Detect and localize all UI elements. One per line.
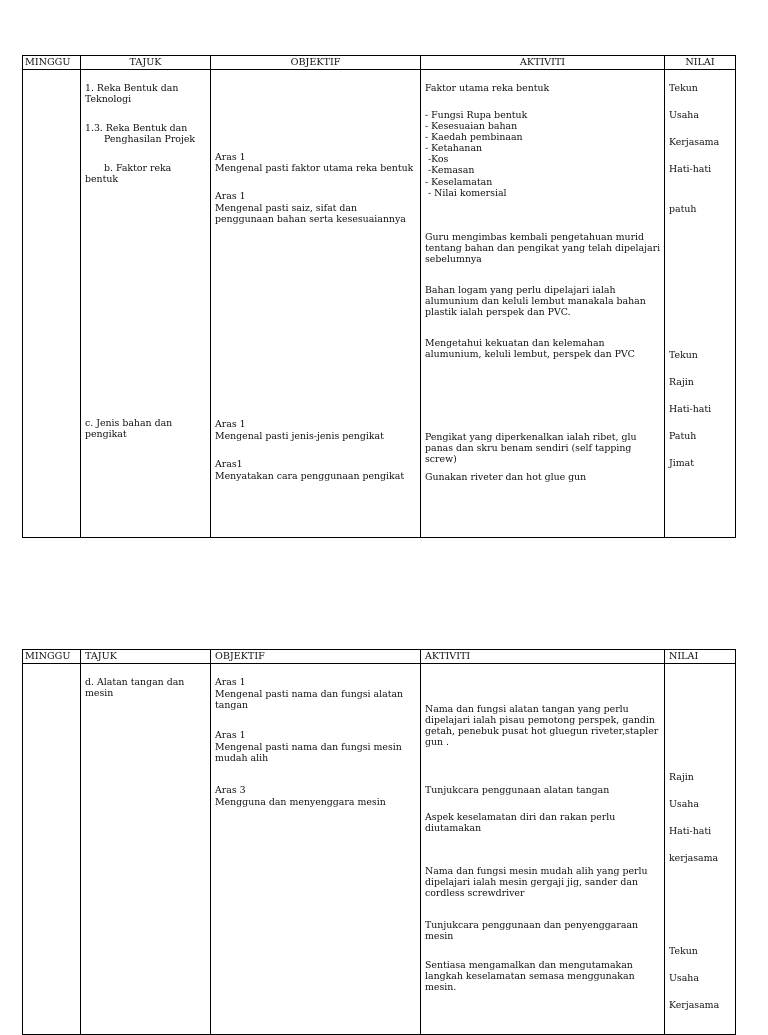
aktiviti-cell bbox=[421, 664, 665, 1035]
header-tajuk: TAJUK bbox=[81, 650, 211, 664]
aktiviti-paragraph: Guru mengimbas kembali pengetahuan murid tentang bahan dan pengikat yang telah dipelajari sebelumnya bbox=[425, 232, 661, 266]
objektif-level: Aras 1 bbox=[215, 191, 246, 202]
objektif-cell bbox=[211, 70, 421, 538]
aktiviti-paragraph: Mengetahui kekuatan dan kelemahan alumunium, keluli lembut, perspek dan PVC bbox=[425, 338, 635, 361]
aktiviti-paragraph: Bahan logam yang perlu dipelajari ialah alumunium dan keluli lembut manakala bahan plastik ialah perspek dan PVC. bbox=[425, 285, 646, 319]
aktiviti-paragraph: Sentiasa mengamalkan dan mengutamakan langkah keselamatan semasa menggunakan mesin. bbox=[425, 960, 635, 994]
nilai-item: Tekun bbox=[669, 946, 698, 957]
objektif-text: Menyatakan cara penggunaan pengikat bbox=[215, 471, 405, 482]
nilai-item: Rajin bbox=[669, 772, 694, 783]
objektif-cell bbox=[211, 664, 421, 1035]
nilai-item: Hati-hati bbox=[669, 826, 712, 837]
content-row bbox=[23, 664, 736, 1035]
list-item: - Fungsi Rupa bentuk bbox=[425, 110, 528, 121]
header-minggu: MINGGU bbox=[23, 650, 81, 664]
list-item: - Kaedah pembinaan bbox=[425, 132, 523, 144]
objektif-text: Mengenal pasti saiz, sifat dan penggunaan bahan serta kesesuaiannya bbox=[215, 203, 406, 226]
nilai-item: Hati-hati bbox=[669, 164, 712, 175]
tajuk-item: bentuk bbox=[85, 174, 119, 185]
objektif-level: Aras 1 bbox=[215, 730, 246, 741]
nilai-cell bbox=[665, 70, 736, 538]
nilai-item: Usaha bbox=[669, 973, 699, 984]
header-nilai: NILAI bbox=[665, 56, 736, 70]
header-aktiviti: AKTIVITI bbox=[421, 56, 665, 70]
header-row bbox=[23, 650, 736, 664]
content-row bbox=[23, 70, 736, 538]
nilai-cell bbox=[665, 664, 736, 1035]
list-item: -Kos bbox=[425, 154, 449, 166]
nilai-item: kerjasama bbox=[669, 853, 719, 864]
nilai-item: Patuh bbox=[669, 431, 697, 442]
aktiviti-paragraph: Tunjukcara penggunaan dan penyenggaraan mesin bbox=[425, 920, 639, 943]
list-item: - Kesesuaian bahan bbox=[425, 121, 518, 133]
objektif-level: Aras 1 bbox=[215, 152, 246, 163]
nilai-item: Hati-hati bbox=[669, 404, 712, 415]
aktiviti-list bbox=[425, 110, 661, 199]
aktiviti-paragraph: Gunakan riveter dan hot glue gun bbox=[425, 472, 587, 483]
header-tajuk: TAJUK bbox=[81, 56, 211, 70]
nilai-item: Tekun bbox=[669, 83, 698, 94]
tajuk-item: d. Alatan tangan dan mesin bbox=[85, 677, 185, 700]
nilai-item: Tekun bbox=[669, 350, 698, 361]
tajuk-item: b. Faktor reka bbox=[104, 163, 172, 174]
header-nilai: NILAI bbox=[665, 650, 736, 664]
objektif-level: Aras 3 bbox=[215, 785, 246, 796]
header-row bbox=[23, 56, 736, 70]
minggu-cell bbox=[23, 664, 81, 1035]
tajuk-item: 1. Reka Bentuk dan Teknologi bbox=[85, 83, 179, 106]
aktiviti-paragraph: Nama dan fungsi mesin mudah alih yang perlu dipelajari ialah mesin gergaji jig, sander dan cordless screwdriver bbox=[425, 866, 648, 900]
aktiviti-paragraph: Nama dan fungsi alatan tangan yang perlu dipelajari ialah pisau pemotong perspek, gandin getah, penebuk pusat hot gluegun riveter,stapler gun . bbox=[425, 704, 659, 749]
objektif-text: Mengenal pasti faktor utama reka bentuk bbox=[215, 163, 414, 174]
objektif-text: Mengguna dan menyenggara mesin bbox=[215, 797, 386, 808]
objektif-text: Mengenal pasti nama dan fungsi mesin mudah alih bbox=[215, 742, 402, 765]
objektif-level: Aras1 bbox=[215, 459, 243, 470]
objektif-level: Aras 1 bbox=[215, 419, 246, 430]
header-objektif: OBJEKTIF bbox=[211, 650, 421, 664]
tajuk-item: Penghasilan Projek bbox=[104, 134, 196, 145]
header-minggu: MINGGU bbox=[23, 56, 81, 70]
list-item: - Nilai komersial bbox=[425, 187, 507, 199]
list-item: - Keselamatan bbox=[425, 176, 493, 188]
nilai-item: Kerjasama bbox=[669, 1000, 720, 1011]
aktiviti-paragraph: Aspek keselamatan diri dan rakan perlu diutamakan bbox=[425, 812, 616, 835]
nilai-item: Rajin bbox=[669, 377, 694, 388]
nilai-item: Usaha bbox=[669, 799, 699, 810]
objektif-level: Aras 1 bbox=[215, 677, 246, 688]
aktiviti-paragraph: Pengikat yang diperkenalkan ialah ribet, glu panas dan skru benam sendiri (self tapping screw) bbox=[425, 432, 637, 466]
nilai-item: Jimat bbox=[669, 458, 695, 469]
header-objektif: OBJEKTIF bbox=[211, 56, 421, 70]
objektif-text: Mengenal pasti nama dan fungsi alatan tangan bbox=[215, 689, 404, 712]
tajuk-item: 1.3. Reka Bentuk dan bbox=[85, 123, 188, 134]
tajuk-cell bbox=[81, 70, 211, 538]
header-aktiviti: AKTIVITI bbox=[421, 650, 665, 664]
nilai-item: Kerjasama bbox=[669, 137, 720, 148]
objektif-text: Mengenal pasti jenis-jenis pengikat bbox=[215, 431, 384, 442]
aktiviti-paragraph: Tunjukcara penggunaan alatan tangan bbox=[425, 785, 610, 796]
tajuk-cell bbox=[81, 664, 211, 1035]
lesson-plan-table-2 bbox=[22, 649, 736, 1035]
nilai-item: patuh bbox=[669, 204, 697, 215]
lesson-plan-table-1 bbox=[22, 55, 736, 538]
aktiviti-heading: Faktor utama reka bentuk bbox=[425, 83, 550, 94]
aktiviti-cell bbox=[421, 70, 665, 538]
minggu-cell bbox=[23, 70, 81, 538]
nilai-item: Usaha bbox=[669, 110, 699, 121]
list-item: - Ketahanan bbox=[425, 143, 483, 155]
list-item: -Kemasan bbox=[425, 165, 475, 177]
tajuk-item: c. Jenis bahan dan pengikat bbox=[85, 418, 173, 441]
